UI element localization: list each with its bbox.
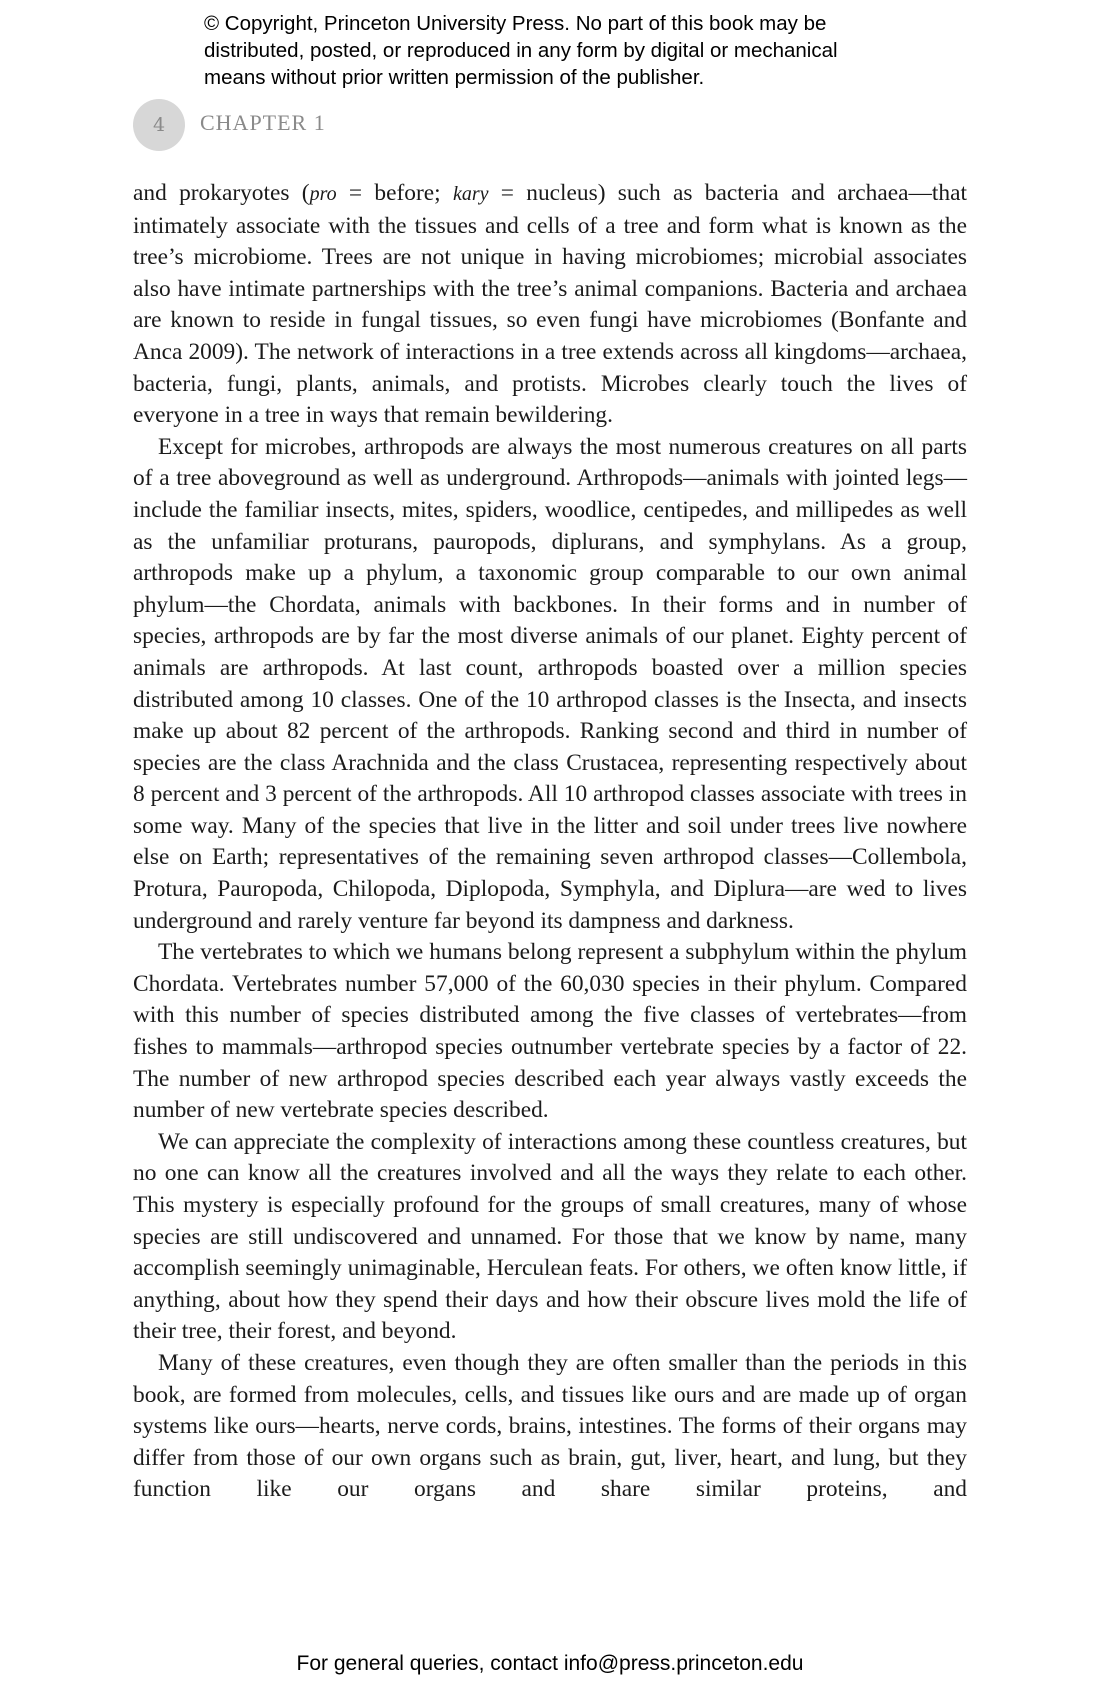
chapter-heading: CHAPTER 1 <box>200 110 326 135</box>
term-kary: kary <box>452 183 489 205</box>
body-text <box>133 178 967 1506</box>
paragraph-1-part-c: = nucleus) such as bacteria and archaea—that intimately associate with the tissues and cells of a tree and form what is known as the tree’s microbiome. Trees are not unique in having microbiomes; microbial associates also have intimate partnerships with the tree’s animal companions. Bacteria and archaea are known to reside in fungal tissues, so even fungi have microbiomes (Bonfante and Anca 2009). The network of interactions in a tree extends across all kingdoms—archaea, bacteria, fungi, plants, animals, and protists. Microbes clearly touch the lives of everyone in a tree in ways that remain bewildering. <box>133 180 967 429</box>
paragraph-4: We can appreciate the complexity of interactions among these countless creatures, but no one can know all the creatures involved and all the ways they relate to each other. This mystery is especially profound for the groups of small creatures, many of whose species are still undiscovered and unnamed. For those that we know by name, many accomplish seemingly unimaginable, Herculean feats. For others, we often know little, if anything, about how they spend their days and how their obscure lives mold the life of their tree, their forest, and beyond. <box>133 1128 967 1345</box>
term-pro: pro <box>309 183 337 205</box>
page-number-badge: 4 <box>133 99 185 151</box>
paragraph-1-part-b: = before; <box>336 180 453 206</box>
paragraph-3: The vertebrates to which we humans belong represent a subphylum within the phylum Chordata. Vertebrates number 57,000 of the 60,030 species in their phylum. Compared with this number of species distributed among the five classes of vertebrates—from fishes to mammals—arthropod species outnumber vertebrate species by a factor of 22. The number of new arthropod species described each year always vastly exceeds the number of new vertebrate species described. <box>133 939 967 1124</box>
copyright-notice <box>204 10 964 91</box>
footer-contact: For general queries, contact info@press.princeton.edu <box>296 1652 804 1675</box>
copyright-line-1: © Copyright, Princeton University Press. No part of this book may be <box>204 12 827 35</box>
paragraph-1-part-a: and prokaryotes ( <box>133 180 310 206</box>
paragraph-1 <box>133 178 967 432</box>
copyright-line-3: means without prior written permission of the publisher. <box>204 66 705 89</box>
paragraph-2: Except for microbes, arthropods are always the most numerous creatures on all parts of a tree aboveground as well as underground. Arthropods—animals with jointed legs—include the familiar insects, mites, spiders, woodlice, centipedes, and millipedes as well as the unfamiliar proturans, pauropods, diplurans, and symphylans. As a group, arthropods make up a phylum, a taxonomic group comparable to our own animal phylum—the Chordata, animals with backbones. In their forms and in number of species, arthropods are by far the most diverse animals of our planet. Eighty percent of animals are arthropods. At last count, arthropods boasted over a million species distributed among 10 classes. One of the 10 arthropod classes is the Insecta, and insects make up about 82 percent of the arthropods. Ranking second and third in number of species are the class Arachnida and the class Crustacea, representing respectively about 8 percent and 3 percent of the arthropods. All 10 arthropod classes associate with trees in some way. Many of the species that live in the litter and soil under trees live nowhere else on Earth; representatives of the remaining seven arthropod classes—Collembola, Protura, Pauropoda, Chilopoda, Diplopoda, Symphyla, and Diplura—are wed to lives underground and rarely venture far beyond its dampness and darkness. <box>133 433 967 934</box>
paragraph-5: Many of these creatures, even though they are often smaller than the periods in this book, are formed from molecules, cells, and tissues like ours and are made up of organ systems like ours—hearts, nerve cords, brains, intestines. The forms of their organs may differ from those of our own organs such as brain, gut, liver, heart, and lung, but they function like our organs and share similar proteins, and <box>133 1349 967 1503</box>
copyright-line-2: distributed, posted, or reproduced in any form by digital or mechanical <box>204 39 838 62</box>
